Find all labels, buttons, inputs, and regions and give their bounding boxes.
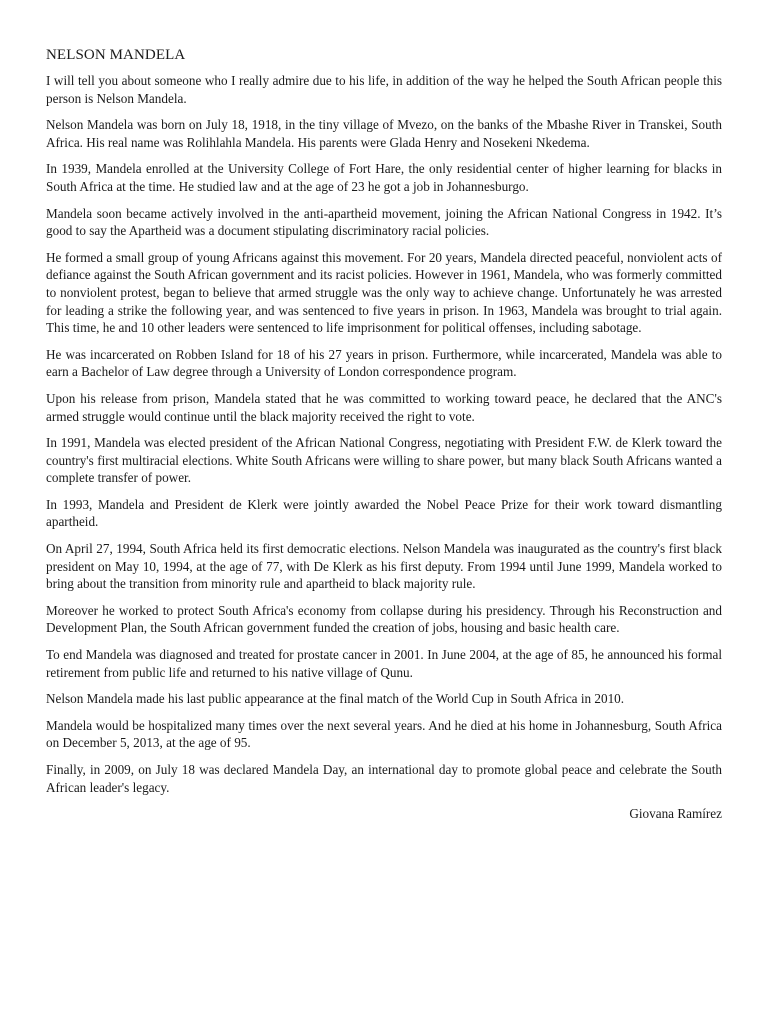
- paragraph-world-cup: Nelson Mandela made his last public appearance at the final match of the World Cup in South Africa in 2010.: [46, 691, 625, 707]
- author-signature: Giovana Ramírez: [629, 806, 722, 822]
- document-title: NELSON MANDELA: [46, 47, 186, 63]
- paragraph-education: In 1939, Mandela enrolled at the University College of Fort Hare, the only residential center of higher learning for blacks in South Africa at the time. He studied law and at the age of 23 he got a job in Johannesburgo.: [46, 161, 722, 194]
- paragraph-nobel: In 1993, Mandela and President de Klerk were jointly awarded the Nobel Peace Prize for their work toward dismantling apartheid.: [46, 496, 722, 530]
- paragraph-presidency: On April 27, 1994, South Africa held its first democratic elections. Nelson Mandela was inaugurated as the country's first black president on May 10, 1994, at the age of 77, with De Klerk as his first deputy. From 1994 until June 1999, Mandela worked to bring about the transition from minority rule and apartheid to black majority rule.: [46, 541, 722, 592]
- paragraph-economy: Moreover he worked to protect South Africa's economy from collapse during his presidency. Through his Reconstruction and Development Plan, the South African government funded the creation of jobs, housing and basic health care.: [46, 602, 722, 636]
- paragraph-anc: Mandela soon became actively involved in the anti-apartheid movement, joining the African National Congress in 1942. It’s good to say the Apartheid was a document stipulating discriminatory racial policies.: [46, 205, 722, 239]
- paragraph-retirement: To end Mandela was diagnosed and treated for prostate cancer in 2001. In June 2004, at the age of 85, he announced his formal retirement from public life and returned to his native village of Qunu.: [46, 647, 722, 680]
- document-page: [46, 46, 722, 823]
- paragraph-1991: In 1991, Mandela was elected president of the African National Congress, negotiating with President F.W. de Klerk toward the country's first multiracial elections. White South Africans were willing to share power, but many black South Africans wanted a complete transfer of power.: [46, 435, 722, 486]
- paragraph-intro: I will tell you about someone who I really admire due to his life, in addition of the way he helped the South African people this person is Nelson Mandela.: [46, 73, 722, 106]
- paragraph-release: Upon his release from prison, Mandela stated that he was committed to working toward peace, he declared that the ANC's armed struggle would continue until the black majority received the right to vote.: [46, 390, 722, 424]
- paragraph-struggle: He formed a small group of young Africans against this movement. For 20 years, Mandela directed peaceful, nonviolent acts of defiance against the South African government and its racist policies. However in 1961, Mandela, who was formerly committed to nonviolent protest, began to believe that armed struggle was the only way to achieve change. Unfortunately he was arrested for leading a strike the following year, and was sentenced to five years in prison. In 1963, Mandela was brought to trial again. This time, he and 10 other leaders were sentenced to life imprisonment for political offenses, including sabotage.: [46, 249, 722, 336]
- paragraph-mandela-day: Finally, in 2009, on July 18 was declared Mandela Day, an international day to promote global peace and celebrate the South African leader's legacy.: [46, 762, 722, 795]
- paragraph-death: Mandela would be hospitalized many times over the next several years. And he died at his home in Johannesburg, South Africa on December 5, 2013, at the age of 95.: [46, 717, 722, 751]
- paragraph-birth: Nelson Mandela was born on July 18, 1918, in the tiny village of Mvezo, on the banks of the Mbashe River in Transkei, South Africa. His real name was Rolihlahla Mandela. His parents were Glada Henry and Nosekeni Nkedema.: [46, 117, 722, 150]
- paragraph-robben-island: He was incarcerated on Robben Island for 18 of his 27 years in prison. Furthermore, while incarcerated, Mandela was able to earn a Bachelor of Law degree through a University of London correspondence program.: [46, 346, 722, 380]
